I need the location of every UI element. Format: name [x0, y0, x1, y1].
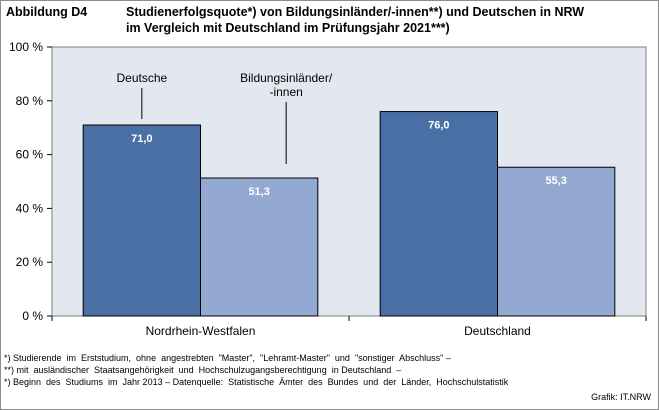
figure-label: Abbildung D4	[6, 5, 88, 19]
footnotes	[4, 352, 508, 388]
footnote-2: **) mit ausländischer Staatsangehörigkeit und Hochschulzugangsberechtigung in Deutschland –	[4, 365, 402, 375]
y-tick-label: 0 %	[22, 309, 43, 323]
footnote-3: *) Beginn des Studiums im Jahr 2013 – Datenquelle: Statistische Ämter des Bundes und der Länder, Hochschulstatistik	[4, 377, 509, 387]
y-tick-label: 40 %	[15, 201, 43, 216]
y-tick-label: 100 %	[8, 40, 43, 54]
y-tick-label: 20 %	[15, 255, 43, 270]
bar	[380, 112, 497, 316]
series-callout-label: Bildungsinländer/	[240, 71, 333, 85]
series-callout-label: Deutsche	[116, 71, 168, 85]
title-line-1: Studienerfolgsquote*) von Bildungsinländer/-innen**) und Deutschen in NRW	[126, 5, 585, 19]
data-label: 51,3	[248, 186, 270, 199]
bar	[201, 178, 318, 316]
source-credit: Grafik: IT.NRW	[591, 392, 651, 402]
data-label: 76,0	[428, 119, 450, 132]
bar	[498, 167, 615, 316]
category-label: Nordrhein-Westfalen	[145, 324, 256, 338]
y-tick-label: 80 %	[15, 93, 43, 108]
y-tick-label: 60 %	[15, 147, 43, 162]
series-callout-label: -innen	[269, 85, 303, 99]
category-label: Deutschland	[464, 324, 531, 338]
data-label: 55,3	[545, 175, 567, 188]
bar	[83, 125, 200, 316]
footnote-1: *) Studierende im Erststudium, ohne angestrebten "Master", "Lehramt-Master" und "sonstiger Abschluss" –	[4, 353, 451, 363]
title-line-2: im Vergleich mit Deutschland im Prüfungsjahr 2021***)	[126, 21, 450, 35]
data-label: 71,0	[131, 133, 153, 146]
